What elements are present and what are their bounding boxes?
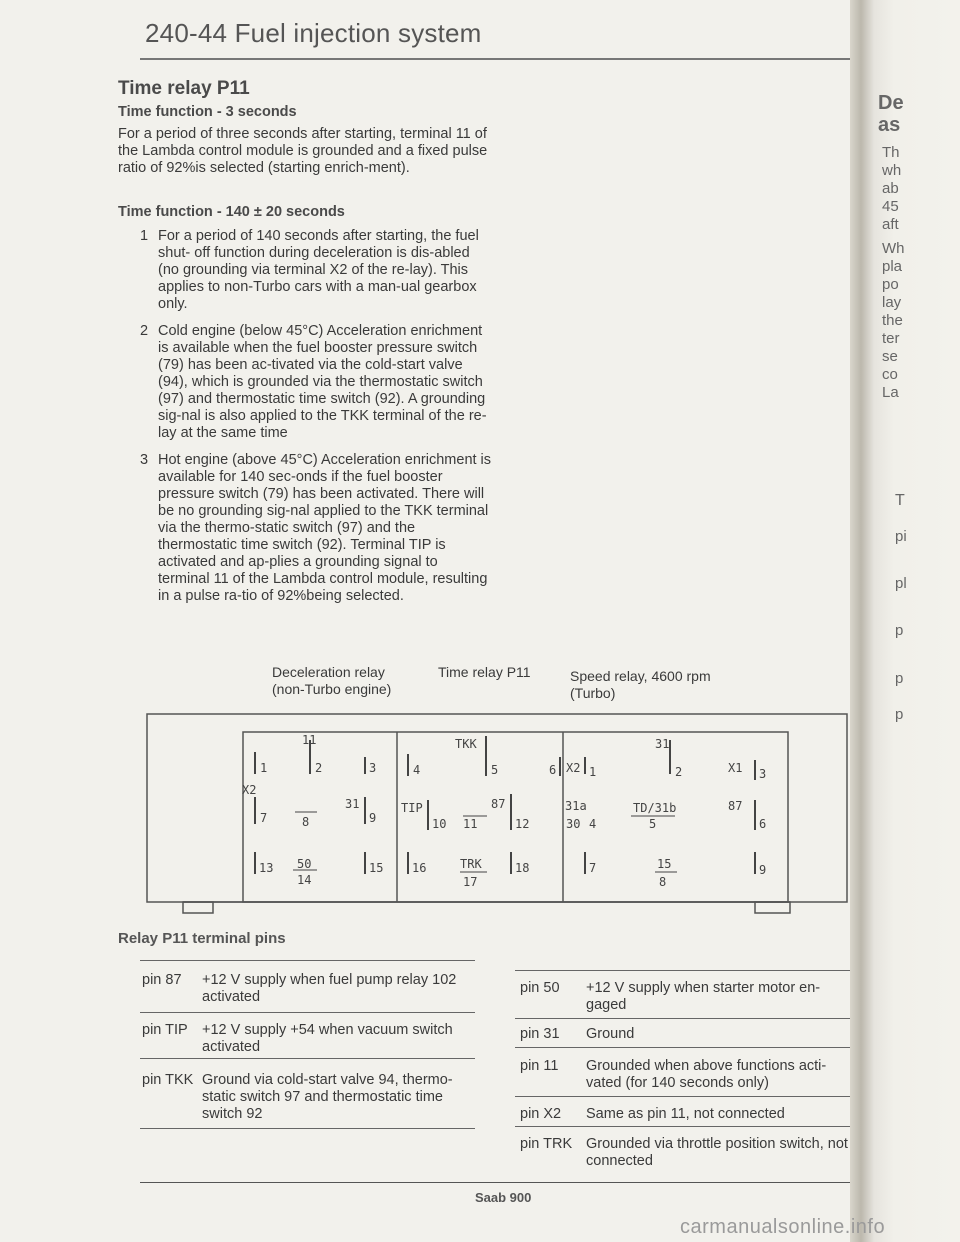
adjacent-text: pi bbox=[895, 528, 907, 545]
pin-label: 13 bbox=[259, 861, 274, 875]
pin-label: 17 bbox=[463, 875, 478, 889]
connector-tab-right bbox=[755, 902, 790, 913]
list-item-number: 1 bbox=[140, 228, 149, 244]
pin-label: 7 bbox=[589, 861, 597, 875]
list-item bbox=[118, 228, 493, 313]
footer-text: Saab 900 bbox=[475, 1190, 532, 1205]
pin-label: 4 bbox=[413, 763, 421, 777]
pin-row bbox=[142, 1022, 477, 1062]
pin-label: 50 bbox=[297, 857, 312, 871]
pin-label: 1 bbox=[589, 765, 597, 779]
pin-label: 4 bbox=[589, 817, 597, 831]
pin-row bbox=[520, 1026, 850, 1046]
pin-labels-right bbox=[565, 737, 766, 889]
section-title: Time relay P11 bbox=[118, 78, 250, 99]
list-item-text: For a period of 140 seconds after starting, the fuel shut- off function during deceleration is dis-abled (no grounding via terminal X2 of the re-lay). This applies to non-Turbo cars with a man-ual gearbox only. bbox=[158, 228, 479, 312]
pin-label: 1 bbox=[260, 761, 268, 775]
caption-line: Deceleration relay bbox=[272, 664, 385, 680]
caption-line: (Turbo) bbox=[570, 685, 616, 701]
adjacent-text: the bbox=[882, 312, 903, 329]
caption-speed-relay bbox=[570, 668, 711, 702]
pin-description: Grounded via throttle position switch, not connected bbox=[586, 1136, 848, 1169]
pin-label: 8 bbox=[659, 875, 667, 889]
pin-name: pin 11 bbox=[520, 1058, 559, 1074]
pin-label: 3 bbox=[369, 761, 377, 775]
adjacent-text: Wh bbox=[882, 240, 905, 257]
pin-label: 5 bbox=[649, 817, 657, 831]
pin-label: 2 bbox=[315, 761, 323, 775]
caption-line: Speed relay, 4600 rpm bbox=[570, 668, 711, 684]
pin-name: pin 31 bbox=[520, 1026, 560, 1042]
adjacent-text: p bbox=[895, 670, 904, 687]
adjacent-text: T bbox=[895, 492, 905, 509]
pin-row bbox=[520, 1106, 850, 1126]
adjacent-text: La bbox=[882, 384, 899, 401]
pin-label: 31 bbox=[655, 737, 670, 751]
pin-label: 11 bbox=[463, 817, 478, 831]
table-rule bbox=[140, 960, 475, 961]
pin-stubs-middle bbox=[408, 736, 560, 874]
list-item-text: Cold engine (below 45°C) Acceleration enrichment is available when the fuel booster pressure switch (79) has been ac-tivated via the cold-start valve (94), which is grounded via the thermostatic switch (97) and thermostatic time switch (92). A grounding sig-nal is also applied to the TKK terminal of the re-lay at the same time bbox=[158, 323, 487, 441]
pin-label: TIP bbox=[401, 801, 423, 815]
pin-label: 87 bbox=[728, 799, 743, 813]
pin-label: 87 bbox=[491, 797, 506, 811]
pin-description: +12 V supply +54 when vacuum switch activated bbox=[202, 1022, 453, 1055]
pin-label: 5 bbox=[491, 763, 499, 777]
pin-labels-middle bbox=[401, 737, 556, 889]
pin-label: TKK bbox=[455, 737, 477, 751]
pin-bars bbox=[293, 812, 677, 872]
pin-label: TD/31b bbox=[633, 801, 677, 815]
pin-name: pin TKK bbox=[142, 1072, 194, 1088]
pin-row bbox=[142, 972, 477, 1012]
table-rule bbox=[515, 1126, 850, 1127]
pin-description: Ground via cold-start valve 94, thermo-static switch 97 and thermostatic time switch 92 bbox=[202, 1072, 453, 1122]
pin-label: 18 bbox=[515, 861, 530, 875]
pin-label: 11 bbox=[302, 733, 317, 747]
pin-description: Ground bbox=[586, 1026, 635, 1042]
list-item bbox=[118, 323, 493, 442]
pin-name: pin 87 bbox=[142, 972, 182, 988]
pin-description: +12 V supply when fuel pump relay 102 activated bbox=[202, 972, 457, 1005]
adjacent-text: pla bbox=[882, 258, 903, 275]
numbered-list bbox=[118, 228, 493, 615]
pin-label: 8 bbox=[302, 815, 310, 829]
adjacent-text: po bbox=[882, 276, 899, 293]
pin-name: pin 50 bbox=[520, 980, 560, 996]
table-rule bbox=[515, 970, 850, 971]
pin-label: 9 bbox=[369, 811, 377, 825]
table-rule bbox=[140, 1012, 475, 1013]
adjacent-text: p bbox=[895, 622, 904, 639]
adjacent-text: as bbox=[878, 114, 901, 136]
table-rule bbox=[515, 1018, 850, 1019]
pin-row bbox=[520, 1136, 850, 1172]
adjacent-text: aft bbox=[882, 216, 899, 233]
pin-label: 14 bbox=[297, 873, 312, 887]
subheading-3-seconds: Time function - 3 seconds bbox=[118, 104, 297, 120]
table-rule bbox=[515, 1096, 850, 1097]
pin-label: 15 bbox=[657, 857, 672, 871]
pin-label: X2 bbox=[566, 761, 581, 775]
caption-deceleration-relay bbox=[272, 664, 391, 698]
paragraph-3-seconds bbox=[118, 126, 493, 177]
connector-tab-left bbox=[183, 902, 213, 913]
adjacent-text: lay bbox=[882, 294, 902, 311]
pin-label: 12 bbox=[515, 817, 530, 831]
pin-label: 30 bbox=[566, 817, 581, 831]
pin-description: Grounded when above functions acti-vated (for 140 seconds only) bbox=[586, 1058, 827, 1091]
adjacent-text: pl bbox=[895, 575, 907, 592]
pin-label: 3 bbox=[759, 767, 767, 781]
watermark: carmanualsonline.info bbox=[680, 1216, 886, 1238]
pin-label: 15 bbox=[369, 861, 384, 875]
pin-label: TRK bbox=[460, 857, 482, 871]
pin-description: +12 V supply when starter motor en-gaged bbox=[586, 980, 821, 1013]
list-item bbox=[118, 452, 493, 605]
pin-label: 6 bbox=[759, 817, 767, 831]
adjacent-page-strip bbox=[850, 0, 960, 1242]
relay-pin-diagram bbox=[145, 712, 850, 914]
caption-line: (non-Turbo engine) bbox=[272, 681, 392, 697]
list-item-text: Hot engine (above 45°C) Acceleration enrichment is available for 140 sec-onds if the fuel booster pressure switch (79) has been activated. There will be no grounding sig-nal applied to the TKK terminal via the thermo-static switch (97) and the thermostatic time switch (92). Terminal TIP is activated and ap-plies a grounding signal to terminal 11 of the Lambda control module, resulting in a pulse ra-tio of 92%being selected. bbox=[158, 452, 492, 604]
pin-label: 7 bbox=[260, 811, 268, 825]
header-rule bbox=[140, 58, 850, 60]
adjacent-text: ter bbox=[882, 330, 900, 347]
pin-label: 10 bbox=[432, 817, 447, 831]
footer-rule bbox=[140, 1182, 850, 1183]
table-rule bbox=[140, 1058, 475, 1059]
paragraph-text: For a period of three seconds after starting, terminal 11 of the Lambda control module is grounded and a fixed pulse ratio of 92%is selected (starting enrich-ment). bbox=[118, 126, 488, 176]
pin-name: pin X2 bbox=[520, 1106, 562, 1122]
caption-time-relay: Time relay P11 bbox=[438, 664, 531, 680]
page-header-title: 240-44 Fuel injection system bbox=[145, 18, 482, 48]
table-rule bbox=[515, 1047, 850, 1048]
pins-table-title: Relay P11 terminal pins bbox=[118, 930, 286, 947]
adjacent-text: De bbox=[878, 92, 904, 114]
pin-label: 31a bbox=[565, 799, 587, 813]
pin-label: 6 bbox=[549, 763, 557, 777]
list-item-number: 2 bbox=[140, 323, 149, 339]
subheading-140-seconds: Time function - 140 ± 20 seconds bbox=[118, 204, 345, 220]
adjacent-text: co bbox=[882, 366, 898, 383]
adjacent-text: Th bbox=[882, 144, 900, 161]
pin-name: pin TRK bbox=[520, 1136, 573, 1152]
adjacent-text: p bbox=[895, 706, 904, 723]
pin-label: 9 bbox=[759, 863, 767, 877]
pin-labels-left bbox=[242, 733, 383, 887]
adjacent-text: se bbox=[882, 348, 898, 365]
pin-row bbox=[142, 1072, 477, 1126]
pin-label: X1 bbox=[728, 761, 743, 775]
table-rule bbox=[140, 1128, 475, 1129]
adjacent-text: wh bbox=[882, 162, 902, 179]
pin-row bbox=[520, 980, 850, 1016]
pin-name: pin TIP bbox=[142, 1022, 188, 1038]
list-item-number: 3 bbox=[140, 452, 149, 468]
adjacent-text: ab bbox=[882, 180, 899, 197]
pin-row bbox=[520, 1058, 850, 1094]
pin-description: Same as pin 11, not connected bbox=[586, 1106, 785, 1122]
pin-label: 2 bbox=[675, 765, 683, 779]
pin-label: 31 bbox=[345, 797, 360, 811]
pin-label: X2 bbox=[242, 783, 257, 797]
adjacent-text: 45 bbox=[882, 198, 899, 215]
pin-label: 16 bbox=[412, 861, 427, 875]
